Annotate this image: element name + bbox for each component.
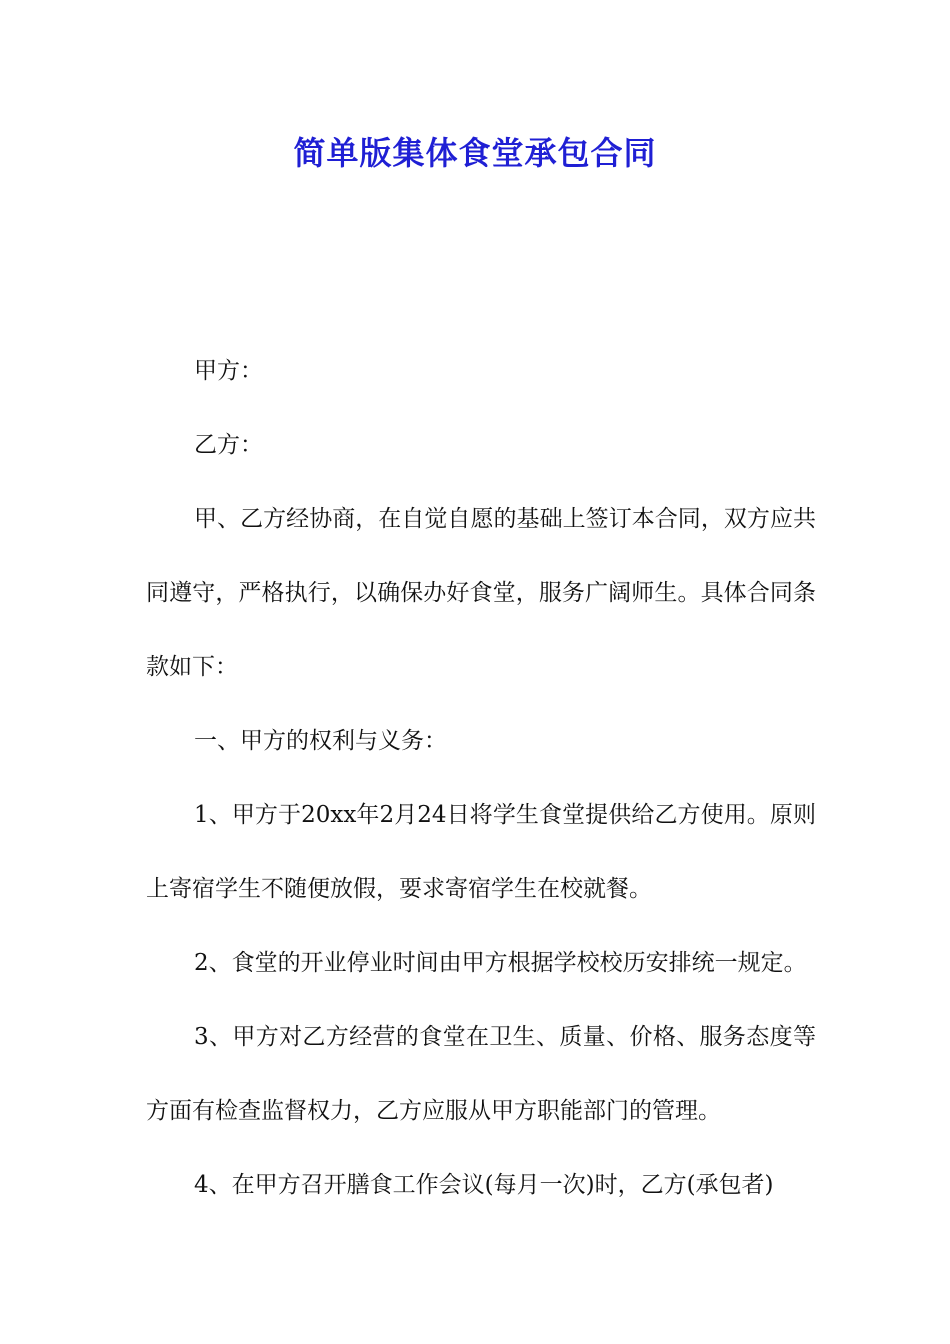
clause-4: 4、在甲方召开膳食工作会议(每月一次)时，乙方(承包者) (194, 1172, 774, 1198)
party-b-line: 乙方： (194, 432, 263, 458)
clause-2: 2、食堂的开业停业时间由甲方根据学校校历安排统一规定。 (194, 950, 807, 976)
clause-1: 1、甲方于20xx年2月24日将学生食堂提供给乙方使用。原则上寄宿学生不随便放假，要求寄宿学生在校就餐。 (146, 802, 816, 902)
document-body (146, 334, 816, 1222)
preamble-paragraph: 甲、乙方经协商，在自觉自愿的基础上签订本合同，双方应共同遵守，严格执行，以确保办好食堂，服务广阔师生。具体合同条款如下： (146, 506, 816, 680)
document-title: 简单版集体食堂承包合同 (293, 134, 657, 172)
party-a-line: 甲方： (194, 358, 263, 384)
section-heading: 一、甲方的权利与义务： (194, 728, 447, 754)
clause-3: 3、甲方对乙方经营的食堂在卫生、质量、价格、服务态度等方面有检查监督权力，乙方应服从甲方职能部门的管理。 (146, 1024, 816, 1124)
